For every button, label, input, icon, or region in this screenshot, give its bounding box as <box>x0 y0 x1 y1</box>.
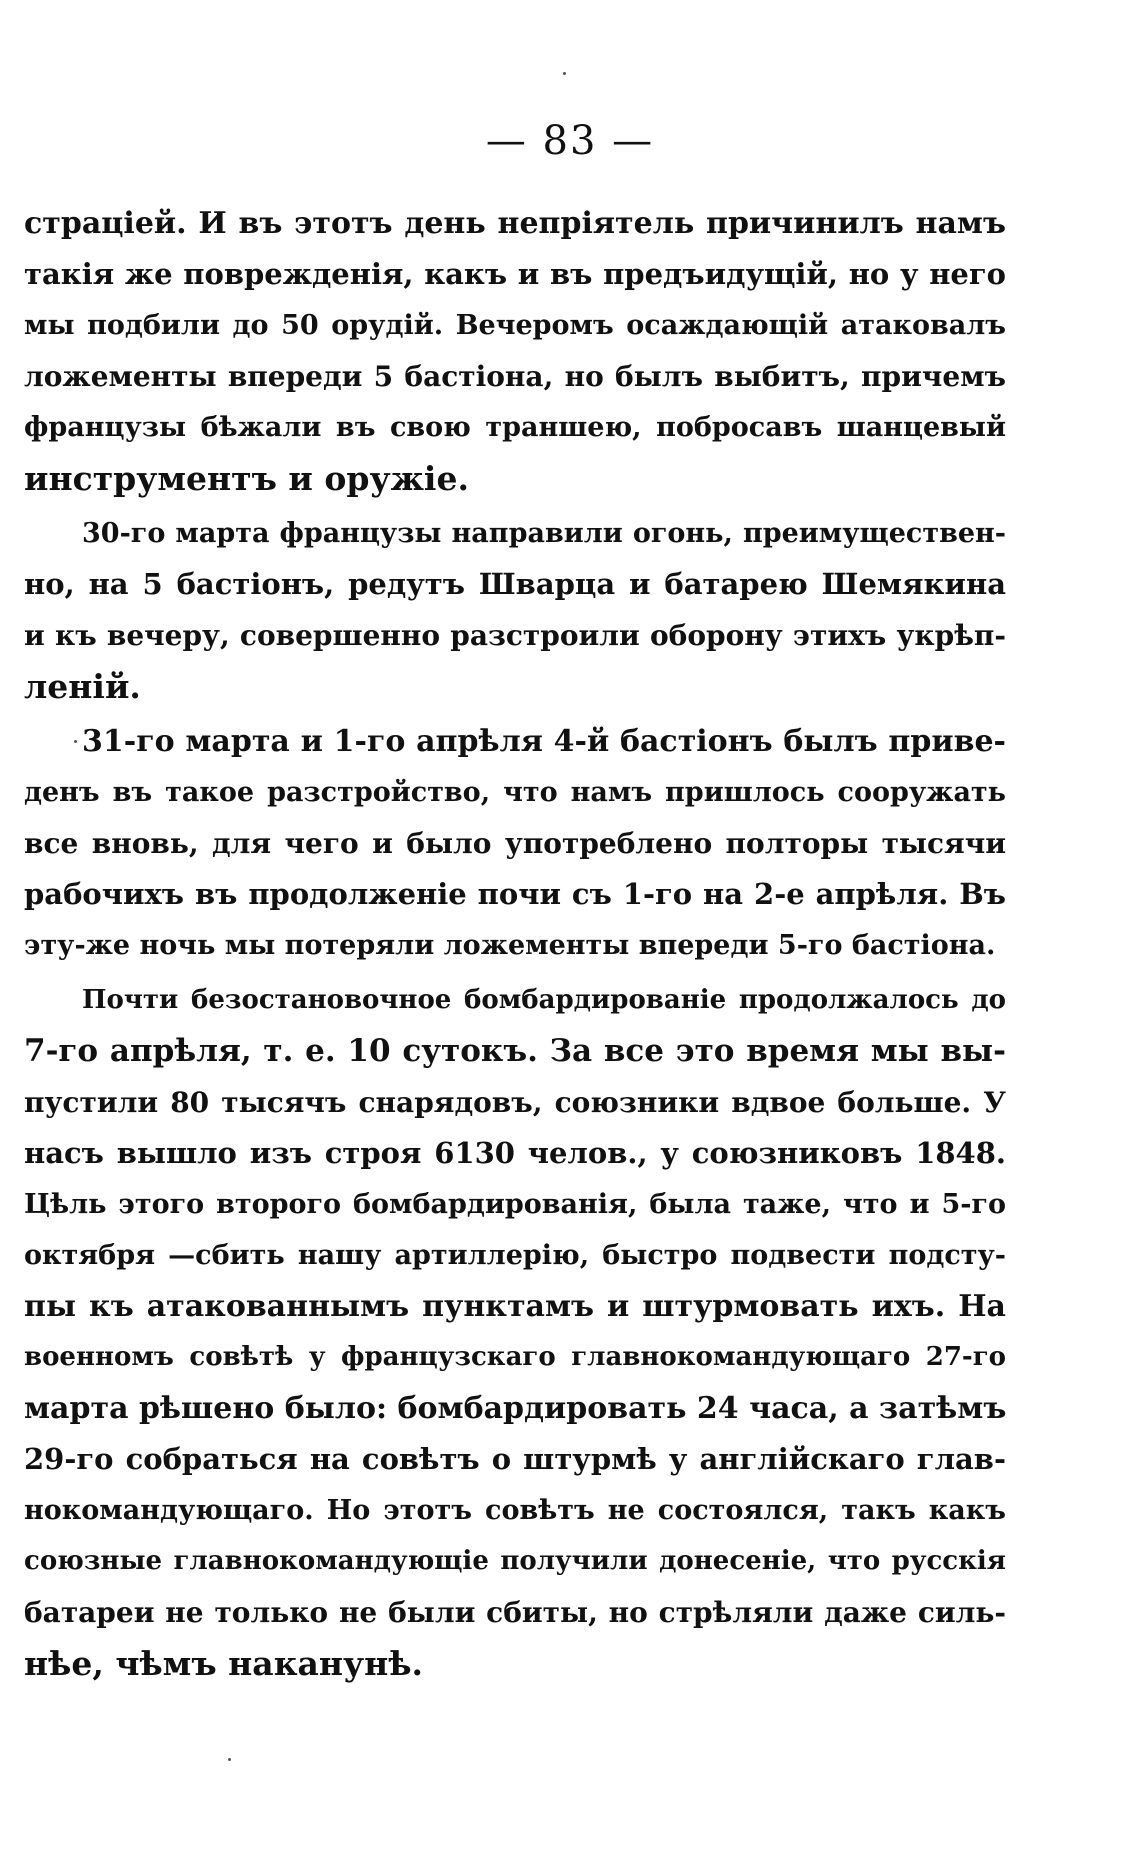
text-line: 30-го марта французы направили огонь, преимуществен- <box>82 518 1006 549</box>
text-line: ложементы впереди 5 бастіона, но былъ выбитъ, причемъ <box>24 360 1006 393</box>
text-line: Почти безостановочное бомбардированіе продолжалось до <box>82 985 1006 1015</box>
paragraph <box>24 508 1006 712</box>
text-line: нѣе, чѣмъ наканунѣ. <box>24 1644 424 1683</box>
text-line: 29-го собраться на совѣтъ о штурмѣ у англійскаго глав- <box>24 1442 1006 1476</box>
text-line: французы бѣжали въ свою траншею, побросавъ шанцевый <box>24 412 1006 443</box>
text-line: батареи не только не были сбиты, но стрѣляли даже силь- <box>24 1596 1006 1629</box>
text-line: рабочихъ въ продолженіе почи съ 1-го на 2-е апрѣля. Въ <box>24 877 1006 911</box>
text-line: пустили 80 тысячъ снарядовъ, союзники вдвое больше. У <box>24 1086 1006 1119</box>
paragraph <box>24 198 1006 504</box>
text-line: 7-го апрѣля, т. е. 10 сутокъ. За все это время мы вы- <box>24 1033 1006 1069</box>
text-line: такія же поврежденія, какъ и въ предъидущій, но у него <box>24 257 1006 291</box>
text-line: страціей. И въ этотъ день непріятель причинилъ намъ <box>24 206 1006 241</box>
text-line: октября —сбить нашу артиллерію, быстро подвести подсту- <box>24 1240 1006 1271</box>
ink-speck <box>563 72 566 75</box>
text-line: эту-же ночь мы потеряли ложементы впереди 5-го бастіона. <box>24 930 996 961</box>
text-line: леній. <box>24 667 141 706</box>
paragraph <box>24 716 1006 971</box>
text-line: нокомандующаго. Но этотъ совѣтъ не состоялся, такъ какъ <box>24 1495 1006 1526</box>
ink-speck <box>228 1758 231 1761</box>
text-line: 31-го марта и 1-го апрѣля 4-й бастіонъ былъ приве- <box>82 724 1006 759</box>
text-line: марта рѣшено было: бомбардировать 24 часа, а затѣмъ <box>24 1391 1006 1426</box>
text-line: пы къ атакованнымъ пунктамъ и штурмовать ихъ. На <box>24 1289 1006 1324</box>
page-number: — 83 — <box>485 118 655 164</box>
text-line: военномъ совѣтѣ у французскаго главнокомандующаго 27-го <box>24 1342 1006 1372</box>
text-line: все вновь, для чего и было употреблено полторы тысячи <box>24 827 1006 860</box>
text-line: мы подбили до 50 орудій. Вечеромъ осаждающій атаковалъ <box>24 310 1006 341</box>
text-line: и къ вечеру, совершенно разстроили оборону этихъ укрѣп- <box>24 619 1006 652</box>
text-line: Цѣль этого второго бомбардированія, была таже, что и 5-го <box>24 1189 1006 1220</box>
text-line: инструментъ и оружіе. <box>24 459 469 498</box>
text-line: но, на 5 бастіонъ, редутъ Шварца и батарею Шемякина <box>24 567 1006 601</box>
text-line: союзные главнокомандующіе получили донесеніе, что русскія <box>24 1546 1006 1576</box>
text-line: насъ вышло изъ строя 6130 челов., у союзниковъ 1848. <box>24 1136 1006 1170</box>
paragraph <box>24 975 1006 1689</box>
text-line: денъ въ такое разстройство, что намъ пришлось сооружать <box>24 777 1006 808</box>
body-text <box>24 198 1006 1689</box>
